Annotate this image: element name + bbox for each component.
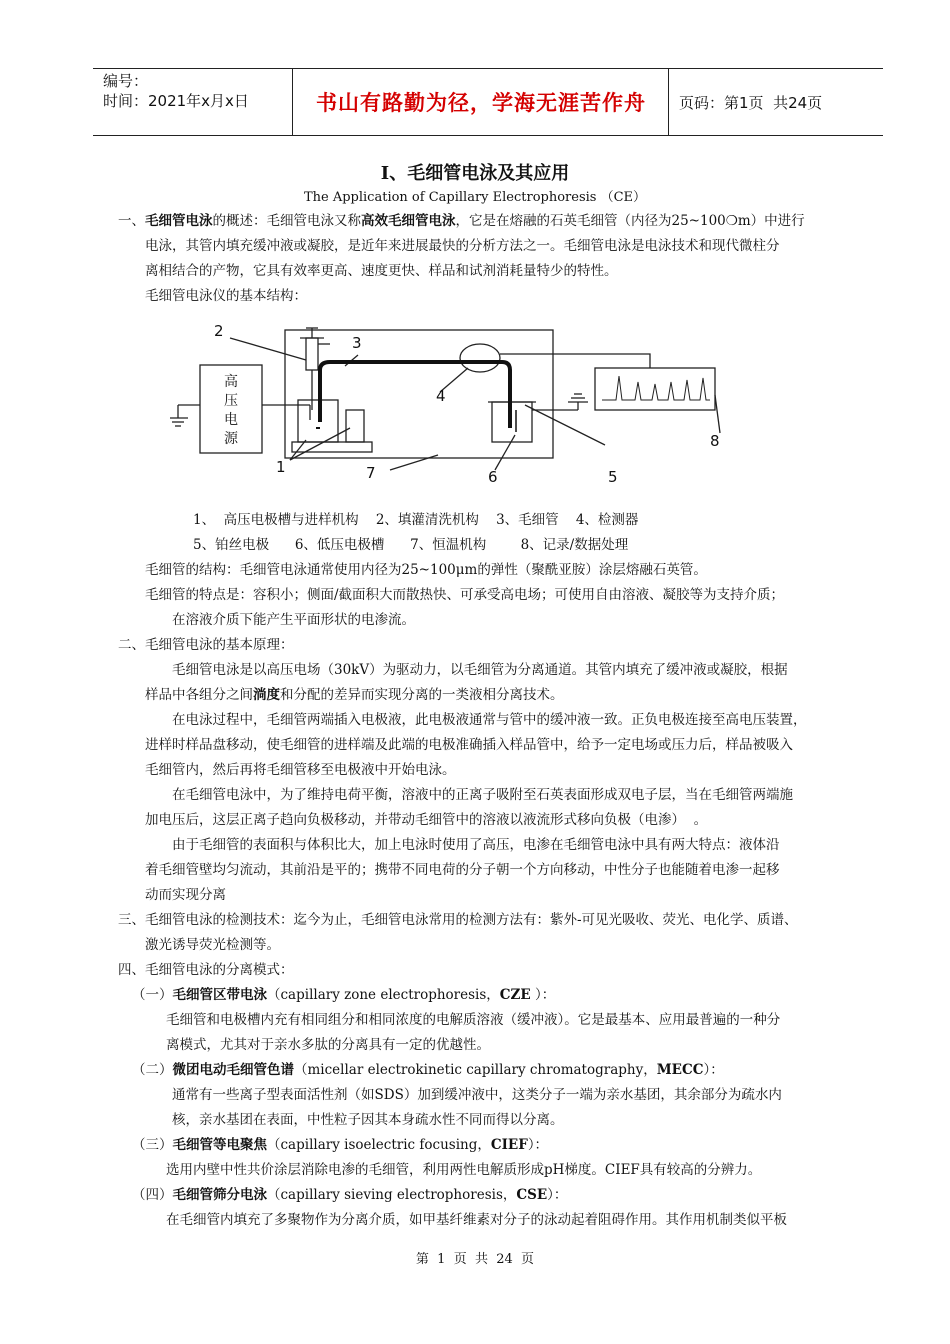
- mode-1-pre: （一）: [132, 987, 173, 1003]
- mode-3-desc: 选用内壁中性共价涂层消除电渗的毛细管，利用两性电解质形成pH梯度。CIEF具有较高的分辨力。: [166, 1162, 762, 1178]
- number-label: 编号：: [103, 72, 149, 90]
- mode-1-name: 毛细管区带电泳: [172, 987, 267, 1003]
- s2-p1-a: 毛细管电泳是以高压电场（30kV）为驱动力，以毛细管为分离通道。其管内填充了缓冲液或凝胶，根据: [172, 662, 788, 678]
- s2-heading: 二、毛细管电泳的基本原理：: [118, 637, 294, 653]
- features-line-2: 在溶液介质下能产生平面形状的电渗流。: [172, 612, 415, 628]
- s1-lead: 一、: [118, 213, 145, 229]
- page-title: I、毛细管电泳及其应用: [380, 163, 570, 184]
- mode-2-english: （micellar electrokinetic capillary chromatography，: [294, 1062, 657, 1078]
- s2-p3-a: 在毛细管电泳中，为了维持电荷平衡，溶液中的正离子吸附至石英表面形成双电子层，当在毛细管两端施: [172, 787, 793, 803]
- s2-p1-b-post: 和分配的差异而实现分离的一类液相分离技术。: [280, 687, 564, 703]
- s3-line-1: 三、毛细管电泳的检测技术：迄今为止，毛细管电泳常用的检测方法有：紫外-可见光吸收、荧光、电化学、质谱、: [118, 912, 798, 928]
- page-footer: [0, 1248, 950, 1267]
- s1-line-3: 离相结合的产物，它具有效率更高、速度更快、样品和试剂消耗量特少的特性。: [145, 263, 618, 279]
- label-6: 6: [488, 468, 498, 486]
- capillary-structure: 毛细管的结构：毛细管电泳通常使用内径为25~100μm的弹性（聚酰亚胺）涂层熔融石英管。: [145, 562, 707, 578]
- s2-p1-b: [145, 686, 564, 704]
- time-label: 时间：2021年x月x日: [103, 92, 249, 110]
- s1-line-4: 毛细管电泳仪的基本结构：: [145, 288, 307, 304]
- mode-1-desc-b: 离模式，尤其对于亲水多肽的分离具有一定的优越性。: [166, 1037, 490, 1053]
- syringe: [306, 338, 318, 370]
- s3-line-2: 激光诱导荧光检测等。: [145, 937, 280, 953]
- s2-p4-b: 着毛细管壁均匀流动，其前沿是平的；携带不同电荷的分子朝一个方向移动，中性分子也能随着电渗一起移: [145, 862, 780, 878]
- recorder: [595, 368, 715, 410]
- mode-1-post: ）：: [530, 987, 556, 1003]
- s1-text-1: 的概述：毛细管电泳又称: [212, 213, 361, 229]
- header-page-cell: [669, 68, 883, 136]
- mode-4-heading: [132, 1186, 567, 1204]
- hv-char-4: 源: [224, 431, 238, 447]
- mode-2-heading: [132, 1061, 724, 1079]
- legend-row-1: 1、 高压电极槽与进样机构 2、填灌清洗机构 3、毛细管 4、检测器: [193, 512, 639, 528]
- s2-p2-a: 在电泳过程中，毛细管两端插入电极液，此电极液通常与管中的缓冲液一致。正负电极连接至高电压装置，: [172, 712, 807, 728]
- features-line-1: 毛细管的特点是：容积小；侧面/截面积大而散热快、可承受高电场；可使用自由溶液、凝胶等为支持介质；: [145, 587, 785, 603]
- legend-row-2: 5、铂丝电极 6、低压电极槽 7、恒温机构 8、记录/数据处理: [193, 537, 629, 553]
- label-4: 4: [436, 387, 446, 405]
- header-motto: 书山有路勤为径，学海无涯苦作舟: [294, 68, 669, 136]
- mode-4-english: （capillary sieving electrophoresis，: [267, 1187, 517, 1203]
- s2-p2-b: 进样时样品盘移动，使毛细管的进样端及此端的电极准确插入样品管中，给予一定电场或压力后，样品被吸入: [145, 737, 793, 753]
- mode-1-english: （capillary zone electrophoresis，: [267, 987, 500, 1003]
- s2-p1-b-pre: 样品中各组分之间: [145, 687, 253, 703]
- s1-bold-1: 毛细管电泳: [145, 213, 213, 229]
- s1-text-2: ，它是在熔融的石英毛细管（内径为25~100❍m）中进行: [455, 213, 805, 229]
- mode-3-post: ）：: [527, 1137, 549, 1153]
- mode-3-heading: [132, 1136, 548, 1154]
- page-subtitle: The Application of Capillary Electrophoresis （CE）: [303, 190, 647, 205]
- label-2: 2: [214, 322, 224, 340]
- s2-p4-a: 由于毛细管的表面积与体积比大，加上电泳时使用了高压，电渗在毛细管电泳中具有两大特点：液体沿: [172, 837, 780, 853]
- sample-vial: [346, 410, 364, 442]
- label-3: 3: [352, 334, 362, 352]
- s2-p1-b-bold: 淌度: [253, 687, 280, 703]
- mode-1-abbr: CZE: [499, 987, 531, 1003]
- s2-p2-c: 毛细管内，然后再将毛细管移至电极液中开始电泳。: [145, 762, 456, 778]
- mode-3-name: 毛细管等电聚焦: [172, 1137, 267, 1153]
- mode-4-abbr: CSE: [516, 1187, 548, 1203]
- s2-p4-c: 动而实现分离: [145, 887, 226, 903]
- hv-char-2: 压: [224, 393, 238, 409]
- footer-page-number: 第 1 页 共 24 页: [415, 1252, 535, 1267]
- label-1: 1: [276, 458, 286, 476]
- mode-3-abbr: CIEF: [490, 1137, 528, 1153]
- mode-2-desc-a: 通常有一些离子型表面活性剂（如SDS）加到缓冲液中，这类分子一端为亲水基团，其余部分为疏水内: [172, 1087, 782, 1103]
- label-8: 8: [710, 432, 720, 450]
- mode-2-pre: （二）: [132, 1062, 173, 1078]
- mode-2-name: 微团电动毛细管色谱: [172, 1062, 294, 1078]
- mode-4-desc: 在毛细管内填充了多聚物作为分离介质，如甲基纤维素对分子的泳动起着阻碍作用。其作用机制类似平板: [166, 1212, 787, 1228]
- mode-2-post: ）：: [703, 1062, 724, 1078]
- mode-4-pre: （四）: [132, 1187, 173, 1203]
- ce-instrument-diagram: [170, 310, 760, 500]
- s4-heading: 四、毛细管电泳的分离模式：: [118, 962, 294, 978]
- mode-4-post: ）：: [547, 1187, 568, 1203]
- page-label: 页码：第1页 共24页: [679, 93, 823, 112]
- s1-line-2: 电泳，其管内填充缓冲液或凝胶，是近年来进展最快的分析方法之一。毛细管电泳是电泳技术和现代微柱分: [145, 238, 780, 254]
- s2-p3-b: 加电压后，这层正离子趋向负极移动，并带动毛细管中的溶液以液流形式移向负极（电渗） 。: [145, 812, 708, 828]
- mode-1-desc-a: 毛细管和电极槽内充有相同组分和相同浓度的电解质溶液（缓冲液）。它是最基本、应用最普遍的一种分: [166, 1012, 781, 1028]
- mode-2-desc-b: 核，亲水基团在表面，中性粒子因其本身疏水性不同而得以分离。: [172, 1112, 564, 1128]
- s1-bold-2: 高效毛细管电泳: [361, 213, 456, 229]
- mode-1-heading: [132, 986, 555, 1004]
- hv-char-3: 电: [224, 412, 238, 428]
- label-7: 7: [366, 464, 376, 482]
- label-5: 5: [608, 468, 618, 486]
- mode-3-pre: （三）: [132, 1137, 173, 1153]
- header-left-cell: [93, 68, 293, 136]
- mode-2-abbr: MECC: [656, 1062, 704, 1078]
- s1-line-1: [118, 212, 805, 230]
- hv-char-1: 高: [224, 374, 238, 390]
- mode-4-name: 毛细管筛分电泳: [172, 1187, 267, 1203]
- detector: [460, 344, 500, 372]
- mode-3-english: （capillary isoelectric focusing，: [267, 1137, 491, 1153]
